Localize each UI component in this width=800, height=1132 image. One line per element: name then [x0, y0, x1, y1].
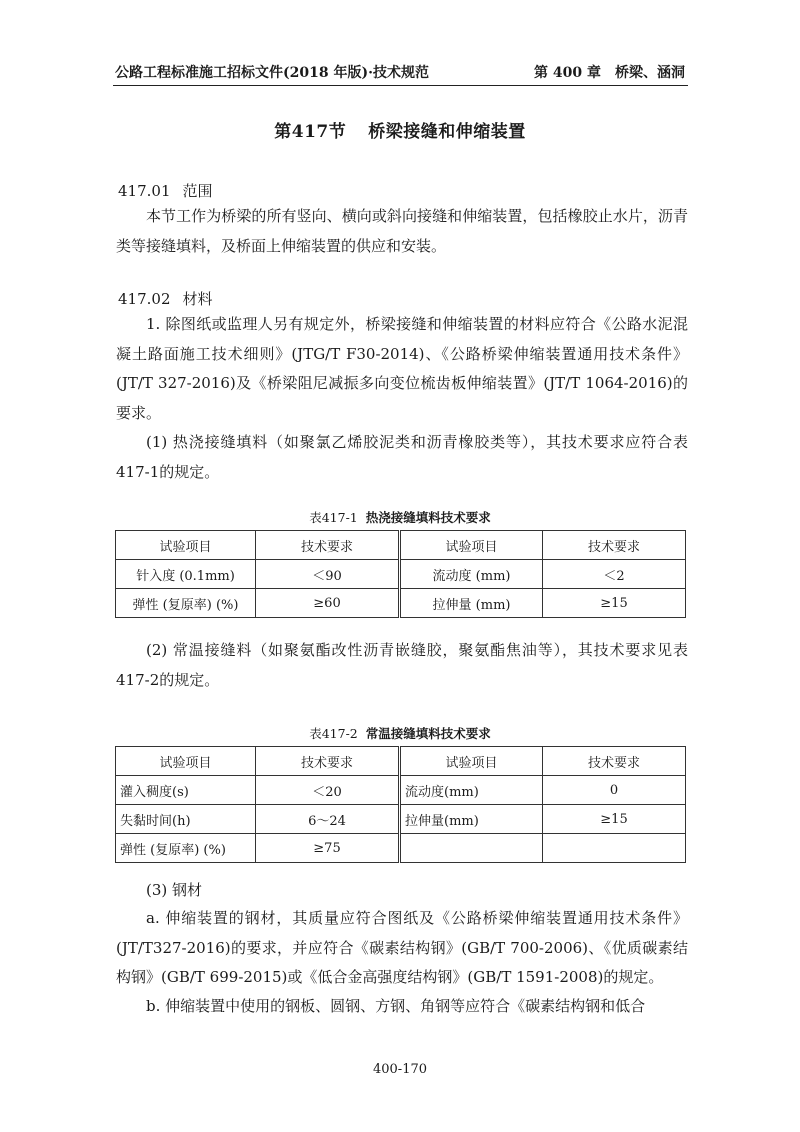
section-number: 第417节	[274, 122, 347, 142]
header-cell: 试验项目	[116, 747, 256, 776]
header-cell: 试验项目	[400, 747, 543, 776]
subsection-title: 范围	[182, 182, 213, 200]
scope-paragraph: 本节工作为桥梁的所有竖向、横向或斜向接缝和伸缩装置，包括橡胶止水片，沥青类等接缝填料，及桥面上伸缩装置的供应和安装。	[116, 207, 688, 255]
subsection-heading-scope	[118, 180, 213, 201]
table-cell: ≥15	[543, 805, 686, 834]
materials-paragraph-1: 1. 除图纸或监理人另有规定外，桥梁接缝和伸缩装置的材料应符合《公路水泥混凝土路面施工技术细则》(JTG/T F30-2014)、《公路桥梁伸缩装置通用技术条件》(JT/T 327-2016)及《桥梁阻尼减振多向变位梳齿板伸缩装置》(JT/T 1064-2016)的要求。	[116, 315, 688, 422]
materials-paragraph-cold-filler: (2) 常温接缝料（如聚氨酯改性沥青嵌缝胶，聚氨酯焦油等），其技术要求见表417-2的规定。	[116, 641, 688, 689]
materials-paragraph-hot-filler: (1) 热浇接缝填料（如聚氯乙烯胶泥类和沥青橡胶类等），其技术要求应符合表417-1的规定。	[116, 433, 688, 481]
section-title	[0, 117, 800, 142]
table-cell: 0	[543, 776, 686, 805]
table-caption-417-2	[0, 724, 800, 742]
header-cell: 试验项目	[116, 531, 256, 560]
table-cell: ≥75	[256, 834, 400, 863]
table-cell: ＜2	[543, 560, 686, 589]
table-cell: 流动度 (mm)	[400, 560, 543, 589]
subsection-number: 417.01	[118, 182, 171, 200]
page-header	[115, 52, 685, 82]
table-cell: 拉伸量(mm)	[400, 805, 543, 834]
materials-paragraph-steel-a: a. 伸缩装置的钢材，其质量应符合图纸及《公路桥梁伸缩装置通用技术条件》(JT/T327-2016)的要求，并应符合《碳素结构钢》(GB/T 700-2006)、《优质碳素结构钢》(GB/T 699-2015)或《低合金高强度结构钢》(GB/T 1591-2008)的规定。	[116, 909, 688, 986]
materials-paragraph-steel-b: b. 伸缩装置中使用的钢板、圆钢、方钢、角钢等应符合《碳素结构钢和低合	[146, 997, 646, 1015]
table-cell: ＜20	[256, 776, 400, 805]
header-cell: 技术要求	[543, 747, 686, 776]
table-417-1	[115, 530, 686, 618]
table-cell: 弹性 (复原率) (%)	[116, 834, 256, 863]
table-row	[116, 834, 686, 863]
materials-paragraph-steel-heading: (3) 钢材	[146, 881, 203, 899]
page-number: 400-170	[372, 1062, 428, 1077]
subsection-heading-materials	[118, 288, 213, 309]
table-cell: 失黏时间(h)	[116, 805, 256, 834]
table-cell: 灌入稠度(s)	[116, 776, 256, 805]
table-417-2	[115, 746, 686, 863]
table-cell: ≥15	[543, 589, 686, 618]
table-caption-417-1	[0, 508, 800, 526]
header-cell: 技术要求	[256, 531, 400, 560]
table-row	[116, 560, 686, 589]
table-cell: 流动度(mm)	[400, 776, 543, 805]
table-number: 表417-2	[309, 726, 358, 741]
header-rule	[113, 85, 688, 86]
table-cell	[400, 834, 543, 863]
table-row	[116, 776, 686, 805]
table-header-row	[116, 747, 686, 776]
table-number: 表417-1	[309, 510, 358, 525]
table-title: 常温接缝填料技术要求	[365, 726, 491, 741]
table-row	[116, 589, 686, 618]
table-cell: 拉伸量 (mm)	[400, 589, 543, 618]
header-cell: 技术要求	[543, 531, 686, 560]
subsection-title: 材料	[182, 290, 213, 308]
table-title: 热浇接缝填料技术要求	[365, 510, 491, 525]
table-cell	[543, 834, 686, 863]
header-cell: 技术要求	[256, 747, 400, 776]
table-cell: ≥60	[256, 589, 400, 618]
subsection-number: 417.02	[118, 290, 171, 308]
table-cell: 针入度 (0.1mm)	[116, 560, 256, 589]
header-cell: 试验项目	[400, 531, 543, 560]
header-doc-title: 公路工程标准施工招标文件(2018 年版)·技术规范	[115, 65, 429, 81]
table-cell: 6～24	[256, 805, 400, 834]
table-header-row	[116, 531, 686, 560]
table-row	[116, 805, 686, 834]
header-chapter: 第 400 章 桥梁、涵洞	[534, 65, 685, 81]
table-cell: 弹性 (复原率) (%)	[116, 589, 256, 618]
table-cell: ＜90	[256, 560, 400, 589]
section-name: 桥梁接缝和伸缩装置	[368, 122, 526, 142]
